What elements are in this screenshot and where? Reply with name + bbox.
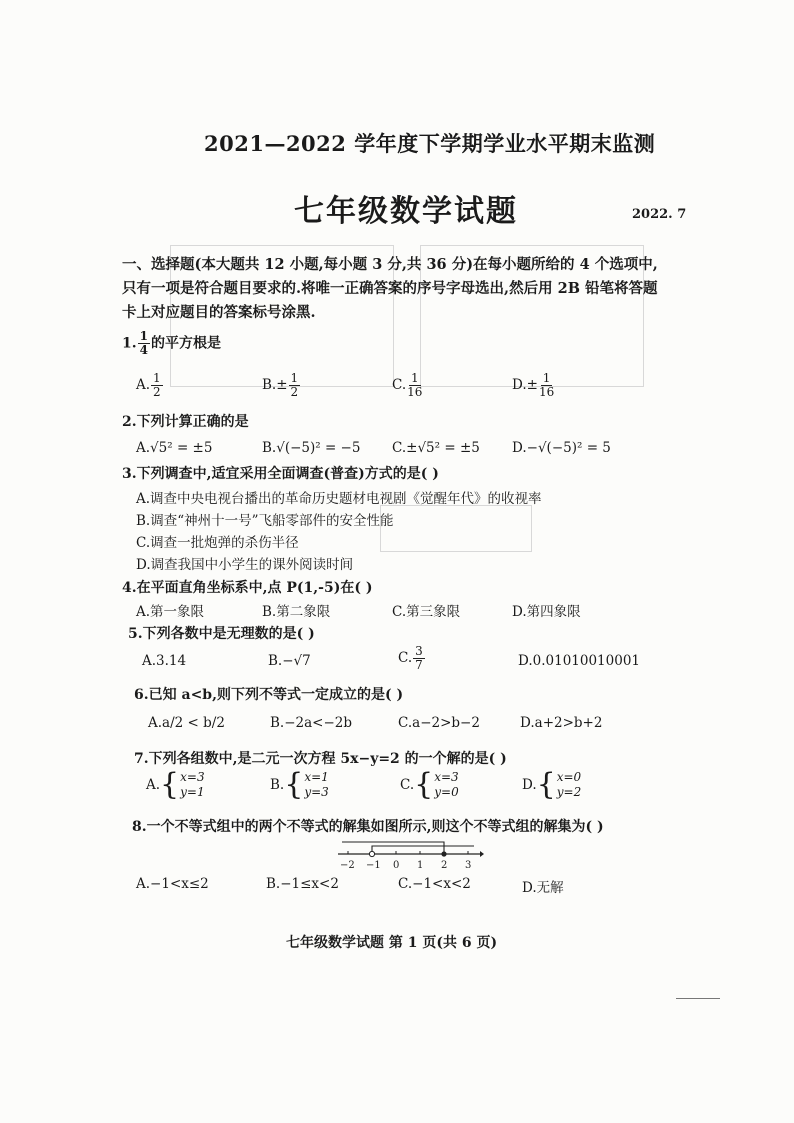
- question-stem: 已知 a<b,则下列不等式一定成立的是( ): [148, 687, 404, 703]
- text-span: 1: [542, 371, 551, 385]
- text-span: x=3: [434, 770, 459, 784]
- option-5d: [518, 653, 640, 669]
- option-2b: [262, 440, 360, 456]
- exam-subtitle: 七年级数学试题: [294, 194, 518, 229]
- text-span: √(−5)² = −5: [276, 440, 361, 456]
- text-span: D.: [512, 377, 527, 393]
- question-6: [134, 684, 403, 704]
- question-stem: 下列计算正确的是: [136, 414, 249, 430]
- option-2c: [392, 440, 480, 456]
- text-span: 调查“神州十一号”飞船零部件的安全性能: [150, 513, 394, 529]
- open-circle-marker: [369, 851, 374, 856]
- text-span: 5.: [128, 626, 143, 642]
- question-3: [122, 463, 439, 483]
- text-span: 2.: [122, 414, 137, 430]
- text-span: A.: [146, 777, 161, 793]
- text-span: 第二象限: [276, 604, 331, 620]
- text-span: A.: [136, 876, 151, 892]
- text-span: D.: [520, 715, 535, 731]
- text-span: B.: [270, 715, 285, 731]
- question-stem: 的平方根是: [150, 335, 221, 352]
- text-span: B.: [262, 440, 277, 456]
- closed-dot-marker: [441, 851, 446, 856]
- option-2a: [136, 440, 212, 456]
- text-span: A.: [142, 653, 157, 669]
- text-span: ±: [526, 377, 538, 393]
- option-3d: [136, 553, 353, 573]
- option-6a: [148, 715, 225, 731]
- text-span: D.: [512, 604, 527, 620]
- question-7: [134, 748, 507, 768]
- question-number: 1.: [122, 335, 137, 352]
- question-4: [122, 577, 372, 597]
- text-span: B.: [262, 604, 277, 620]
- text-span: C.: [398, 650, 413, 666]
- text-span: 7.: [134, 751, 149, 767]
- option-3a: [136, 487, 542, 507]
- text-span: A.: [136, 440, 151, 456]
- question-stem: 下列各数中是无理数的是( ): [142, 626, 315, 642]
- text-span: 7: [415, 658, 423, 672]
- option-5a: [142, 653, 186, 669]
- text-span: 调查中央电视台播出的革命历史题材电视剧《觉醒年代》的收视率: [150, 491, 542, 507]
- axis-arrow-icon: [480, 851, 484, 857]
- text-span: −2a<−2b: [284, 715, 353, 731]
- exam-title: 2021—2022 学年度下学期学业水平期末监测: [204, 131, 656, 156]
- text-span: D.: [518, 653, 533, 669]
- option-1b: [262, 372, 301, 399]
- text-span: a+2>b+2: [534, 715, 603, 731]
- text-span: x=0: [556, 770, 582, 784]
- question-stem: 在平面直角坐标系中,点 P(1,-5)在( ): [136, 580, 373, 596]
- option-6d: [520, 715, 602, 731]
- text-span: x=1: [304, 770, 329, 784]
- text-span: 第四象限: [526, 604, 581, 620]
- question-stem: 下列各组数中,是二元一次方程 5x−y=2 的一个解的是( ): [148, 751, 507, 767]
- tick-label: −2: [340, 860, 355, 871]
- option-8b: [266, 876, 339, 892]
- text-span: √5² = ±5: [150, 440, 213, 456]
- fraction: [138, 330, 150, 357]
- option-3b: [136, 509, 394, 529]
- text-span: B.: [268, 653, 283, 669]
- question-1: [122, 330, 221, 357]
- text-span: B.: [136, 513, 151, 529]
- text-span: 3: [415, 644, 423, 658]
- text-span: 调查一批炮弹的杀伤半径: [150, 535, 299, 551]
- text-span: a/2 < b/2: [162, 715, 225, 731]
- solution-set-lower: [342, 842, 444, 854]
- question-2: [122, 411, 249, 431]
- question-stem: 下列调查中,适宜采用全面调查(普查)方式的是( ): [136, 466, 439, 482]
- text-span: C.: [392, 377, 407, 393]
- option-7c: C. { x=3 y=0: [400, 767, 459, 802]
- option-4d: [512, 600, 581, 620]
- text-span: B.: [266, 876, 281, 892]
- text-span: A.: [136, 377, 151, 393]
- option-4c: [392, 600, 460, 620]
- text-span: 2: [153, 385, 161, 399]
- option-1d: [512, 372, 555, 399]
- text-span: A.: [148, 715, 163, 731]
- text-span: 无解: [536, 880, 564, 896]
- text-span: 6.: [134, 687, 149, 703]
- option-7a: A. { x=3 y=1: [146, 767, 205, 802]
- option-5c: [398, 645, 426, 672]
- tick-label: −1: [366, 860, 381, 871]
- text-span: −√7: [282, 653, 311, 669]
- option-4a: [136, 600, 204, 620]
- text-span: B.: [270, 777, 285, 793]
- text-span: a−2>b−2: [412, 715, 480, 731]
- text-span: −1<x<2: [412, 876, 471, 892]
- question-8: [132, 816, 604, 836]
- tick-label: 2: [441, 860, 448, 871]
- text-span: 1: [410, 371, 419, 385]
- text-span: y=0: [434, 785, 459, 799]
- option-5b: [268, 653, 311, 669]
- tick-label: 0: [393, 860, 400, 871]
- text-span: C.: [400, 777, 415, 793]
- text-span: 1: [290, 371, 299, 385]
- option-4b: [262, 600, 330, 620]
- text-span: 3.14: [156, 653, 187, 669]
- text-span: 16: [407, 385, 423, 399]
- text-span: B.: [262, 377, 277, 393]
- text-span: D.: [512, 440, 527, 456]
- text-span: 2: [290, 385, 299, 399]
- section-heading: 一、选择题(本大题共 12 小题,每小题 3 分,共 36 分)在每小题所给的 4 个选项中,只有一项是符合题目要求的.将唯一正确答案的序号字母选出,然后用 2B 铅笔将答题卡上对应题目的答案标号涂黑.: [122, 256, 658, 321]
- text-span: ±√5² = ±5: [406, 440, 480, 456]
- text-span: A.: [136, 604, 151, 620]
- question-stem: 一个不等式组中的两个不等式的解集如图所示,则这个不等式组的解集为( ): [146, 819, 604, 835]
- text-span: 1: [139, 329, 148, 343]
- option-7d: D. { x=0 y=2: [522, 767, 582, 802]
- exam-date: 2022. 7: [632, 207, 687, 222]
- text-span: C.: [398, 876, 413, 892]
- option-7b: B. { x=1 y=3: [270, 767, 329, 802]
- option-1a: [136, 372, 164, 399]
- option-3c: [136, 531, 299, 551]
- text-span: C.: [392, 604, 407, 620]
- text-span: ±: [276, 377, 288, 393]
- solution-set-upper: [372, 846, 474, 854]
- scan-edge-line: [676, 998, 720, 999]
- tick-label: 1: [417, 860, 424, 871]
- text-span: 1: [153, 371, 161, 385]
- option-2d: [512, 440, 611, 456]
- text-span: 4.: [122, 580, 137, 596]
- text-span: 4: [139, 343, 148, 357]
- text-span: D.: [522, 880, 537, 896]
- option-8a: [136, 876, 209, 892]
- text-span: 3.: [122, 466, 137, 482]
- question-5: [128, 623, 315, 643]
- text-span: C.: [136, 535, 151, 551]
- text-span: x=3: [180, 770, 205, 784]
- number-line-figure: [334, 838, 484, 874]
- text-span: −√(−5)² = 5: [526, 440, 611, 456]
- bleed-through-table-3: [380, 505, 532, 552]
- option-8d: [522, 876, 564, 896]
- text-span: A.: [136, 491, 151, 507]
- text-span: y=2: [556, 785, 582, 799]
- text-span: 第三象限: [406, 604, 461, 620]
- text-span: 调查我国中小学生的课外阅读时间: [150, 557, 354, 573]
- text-span: D.: [136, 557, 151, 573]
- text-span: C.: [398, 715, 413, 731]
- text-span: D.: [522, 777, 537, 793]
- page-footer: 七年级数学试题 第 1 页(共 6 页): [286, 935, 498, 951]
- option-1c: [392, 372, 423, 399]
- option-6b: [270, 715, 352, 731]
- text-span: 16: [538, 385, 555, 399]
- text-span: y=1: [180, 785, 205, 799]
- tick-label: 3: [465, 860, 472, 871]
- text-span: y=3: [304, 785, 329, 799]
- text-span: −1<x≤2: [150, 876, 209, 892]
- option-6c: [398, 715, 480, 731]
- text-span: C.: [392, 440, 407, 456]
- text-span: −1≤x<2: [280, 876, 339, 892]
- option-8c: [398, 876, 471, 892]
- text-span: 第一象限: [150, 604, 205, 620]
- text-span: 0.01010010001: [532, 653, 641, 669]
- text-span: 8.: [132, 819, 147, 835]
